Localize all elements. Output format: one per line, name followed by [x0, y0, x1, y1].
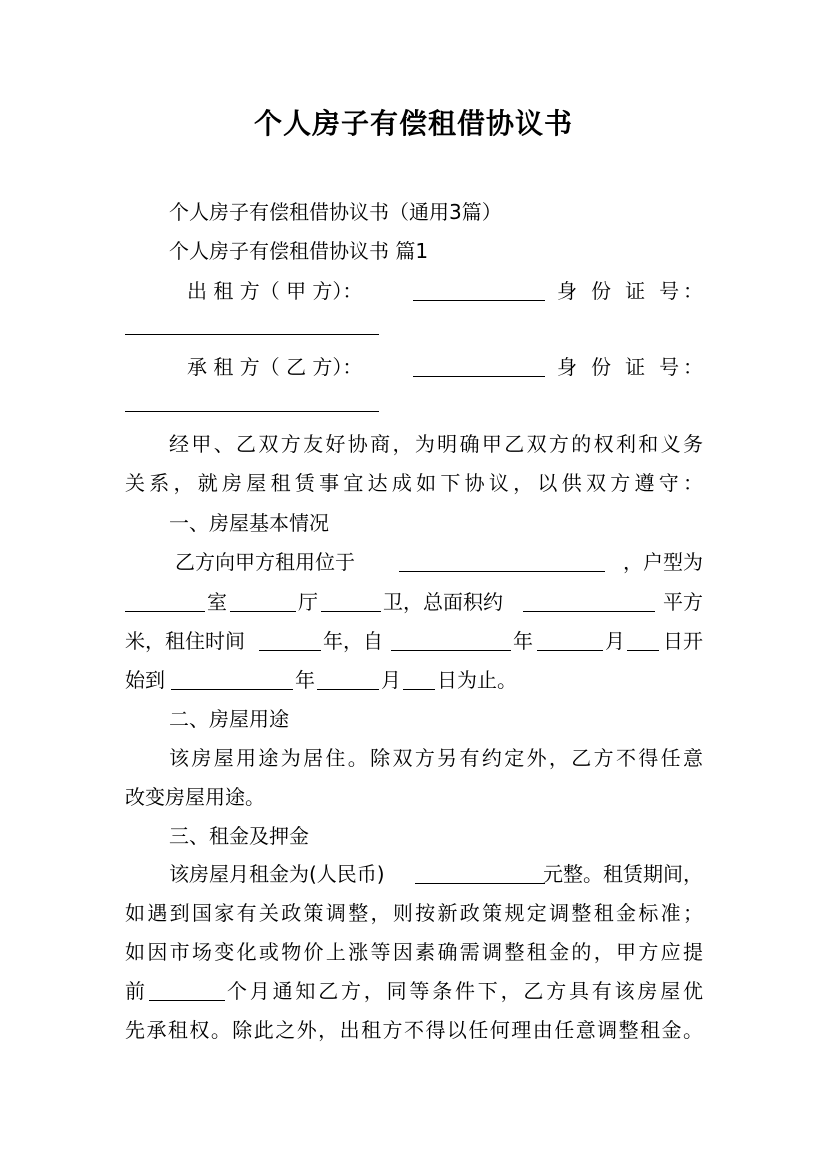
hall-count-blank	[230, 591, 296, 612]
s1-type-text: ，户型为	[623, 550, 703, 574]
section-2-title: 二、房屋用途	[169, 707, 289, 731]
end-month-blank	[317, 669, 379, 690]
section-3-line-3: 如因市场变化或物价上涨等因素确需调整租金的，甲方应提	[125, 940, 703, 964]
from-text: 年，自	[323, 629, 383, 653]
start-day-blank	[627, 630, 659, 651]
rent-unit-text: 元整。租赁期间，	[543, 862, 703, 886]
intro-line-2: 关系，就房屋租赁事宜达成如下协议，以供双方遵守：	[125, 471, 703, 495]
start-month-text: 月	[605, 629, 625, 653]
intro-line-1: 经甲、乙双方友好协商，为明确甲乙双方的权利和义务	[169, 432, 703, 456]
s1-location-text: 乙方向甲方租用位于	[175, 550, 355, 574]
advance-text: 前	[125, 979, 145, 1003]
section-2-line-2: 改变房屋用途。	[125, 785, 265, 809]
start-year-blank	[391, 630, 511, 651]
notice-text: 个月通知乙方，同等条件下，乙方具有该房屋优	[227, 979, 703, 1003]
section-3-title: 三、租金及押金	[169, 824, 309, 848]
room-text: 室	[207, 590, 227, 614]
end-day-blank	[403, 669, 435, 690]
section-3-line-2: 如遇到国家有关政策调整，则按新政策规定调整租金标准；	[125, 901, 703, 925]
lessee-id-blank	[125, 411, 379, 412]
sqm-text: 平方	[663, 590, 703, 614]
end-day-text: 日为止。	[437, 668, 517, 692]
notice-months-blank	[149, 980, 225, 1001]
location-blank	[399, 551, 605, 572]
start-day-text: 日开	[663, 629, 703, 653]
rent-amount-blank	[415, 863, 545, 884]
rent-text: 该房屋月租金为(人民币)	[169, 862, 385, 886]
subtitle: 个人房子有偿租借协议书（通用3篇）	[169, 200, 502, 224]
section-1-title: 一、房屋基本情况	[169, 511, 329, 535]
term-text: 米，租住时间	[125, 629, 245, 653]
end-year-text: 年	[295, 668, 315, 692]
section-3-line-5: 先承租权。除此之外，出租方不得以任何理由任意调整租金。	[125, 1018, 703, 1042]
end-month-text: 月	[381, 668, 401, 692]
area-text: 卫，总面积约	[383, 590, 503, 614]
part-heading: 个人房子有偿租借协议书 篇1	[169, 239, 429, 263]
bath-count-blank	[321, 591, 381, 612]
lessor-label: 出 租 方（ 甲 方）：	[187, 279, 363, 303]
term-years-blank	[259, 630, 321, 651]
start-year-text: 年	[513, 629, 533, 653]
room-count-blank	[125, 591, 205, 612]
lessor-id-blank	[125, 334, 379, 335]
hall-text: 厅	[298, 590, 318, 614]
start-month-blank	[537, 630, 603, 651]
end-year-blank	[171, 669, 293, 690]
lessee-name-blank	[413, 356, 545, 377]
section-2-line-1: 该房屋用途为居住。除双方另有约定外，乙方不得任意	[169, 746, 703, 770]
area-blank	[523, 591, 655, 612]
id-label-1: 身 份 证 号：	[557, 279, 703, 303]
document-title: 个人房子有偿租借协议书	[253, 107, 573, 140]
lessor-name-blank	[413, 280, 545, 301]
until-text: 始到	[125, 668, 165, 692]
lessee-label: 承 租 方（ 乙 方）：	[187, 355, 363, 379]
id-label-2: 身 份 证 号：	[557, 355, 703, 379]
